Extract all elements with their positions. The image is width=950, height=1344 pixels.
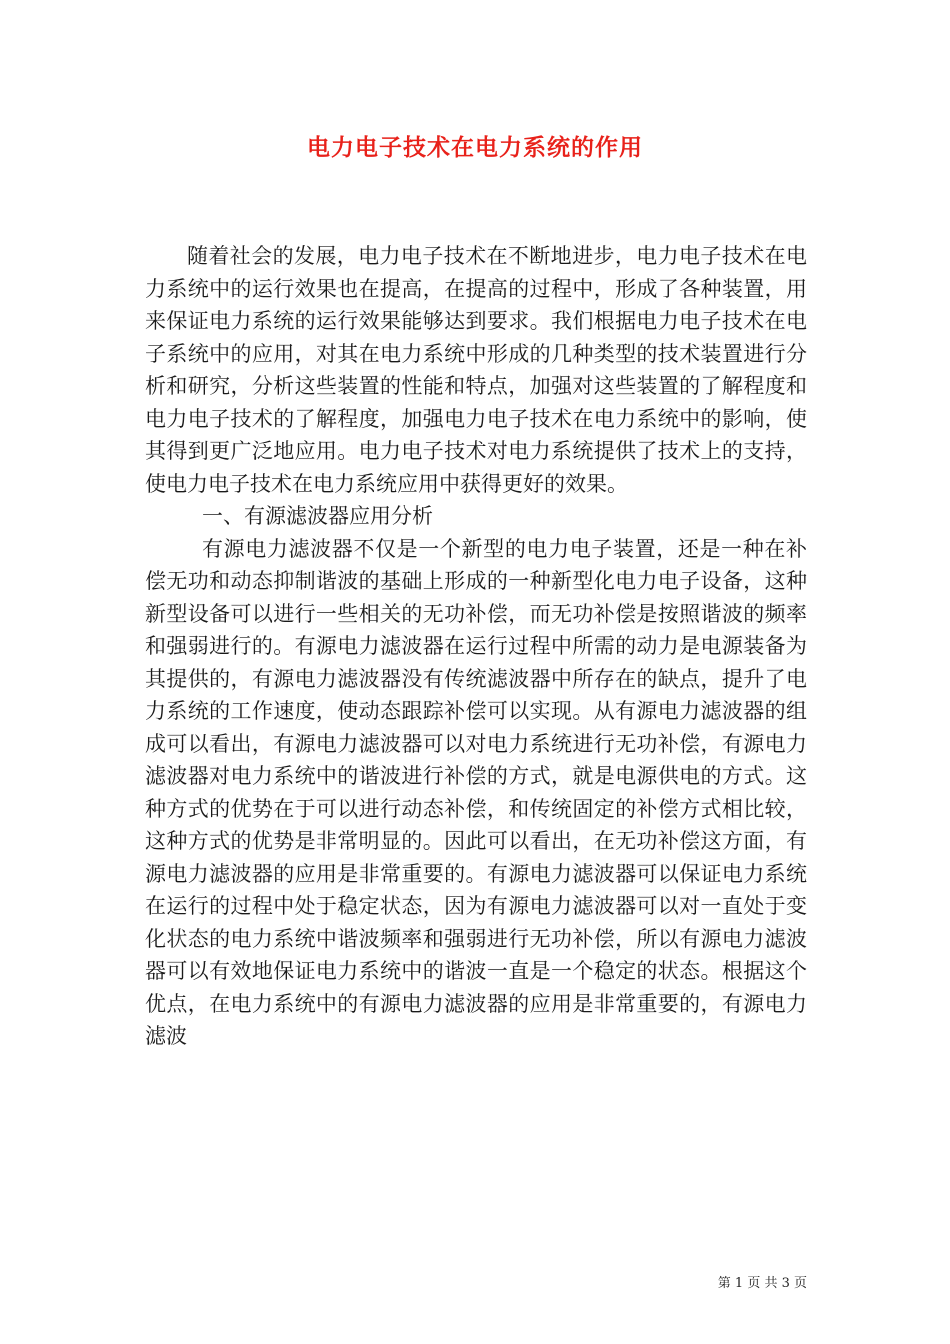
section-heading: 一、有源滤波器应用分析: [202, 504, 433, 528]
intro-paragraph: 随着社会的发展，电力电子技术在不断地进步，电力电子技术在电力系统中的运行效果也在提高，在提高的过程中，形成了各种装置，用来保证电力系统的运行效果能够达到要求。我们根据电力电子技术在电子系统中的应用，对其在电力系统中形成的几种类型的技术装置进行分析和研究，分析这些装置的性能和特点，加强对这些装置的了解程度和电力电子技术的了解程度，加强电力电子技术在电力系统中的影响，使其得到更广泛地应用。电力电子技术对电力系统提供了技术上的支持，使电力电子技术在电力系统应用中获得更好的效果。: [145, 244, 807, 496]
document-title: 电力电子技术在电力系统的作用: [307, 134, 643, 161]
document-body: [145, 240, 807, 1053]
page-number-footer: 第 1 页 共 3 页: [717, 1276, 807, 1291]
section-paragraph: 有源电力滤波器不仅是一个新型的电力电子装置，还是一种在补偿无功和动态抑制谐波的基础上形成的一种新型化电力电子设备，这种新型设备可以进行一些相关的无功补偿，而无功补偿是按照谐波的频率和强弱进行的。有源电力滤波器在运行过程中所需的动力是电源装备为其提供的，有源电力滤波器没有传统滤波器中所存在的缺点，提升了电力系统的工作速度，使动态跟踪补偿可以实现。从有源电力滤波器的组成可以看出，有源电力滤波器可以对电力系统进行无功补偿，有源电力滤波器对电力系统中的谐波进行补偿的方式，就是电源供电的方式。这种方式的优势在于可以进行动态补偿，和传统固定的补偿方式相比较，这种方式的优势是非常明显的。因此可以看出，在无功补偿这方面，有源电力滤波器的应用是非常重要的。有源电力滤波器可以保证电力系统在运行的过程中处于稳定状态，因为有源电力滤波器可以对一直处于变化状态的电力系统中谐波频率和强弱进行无功补偿，所以有源电力滤波器可以有效地保证电力系统中的谐波一直是一个稳定的状态。根据这个优点，在电力系统中的有源电力滤波器的应用是非常重要的，有源电力滤波: [145, 536, 807, 1048]
